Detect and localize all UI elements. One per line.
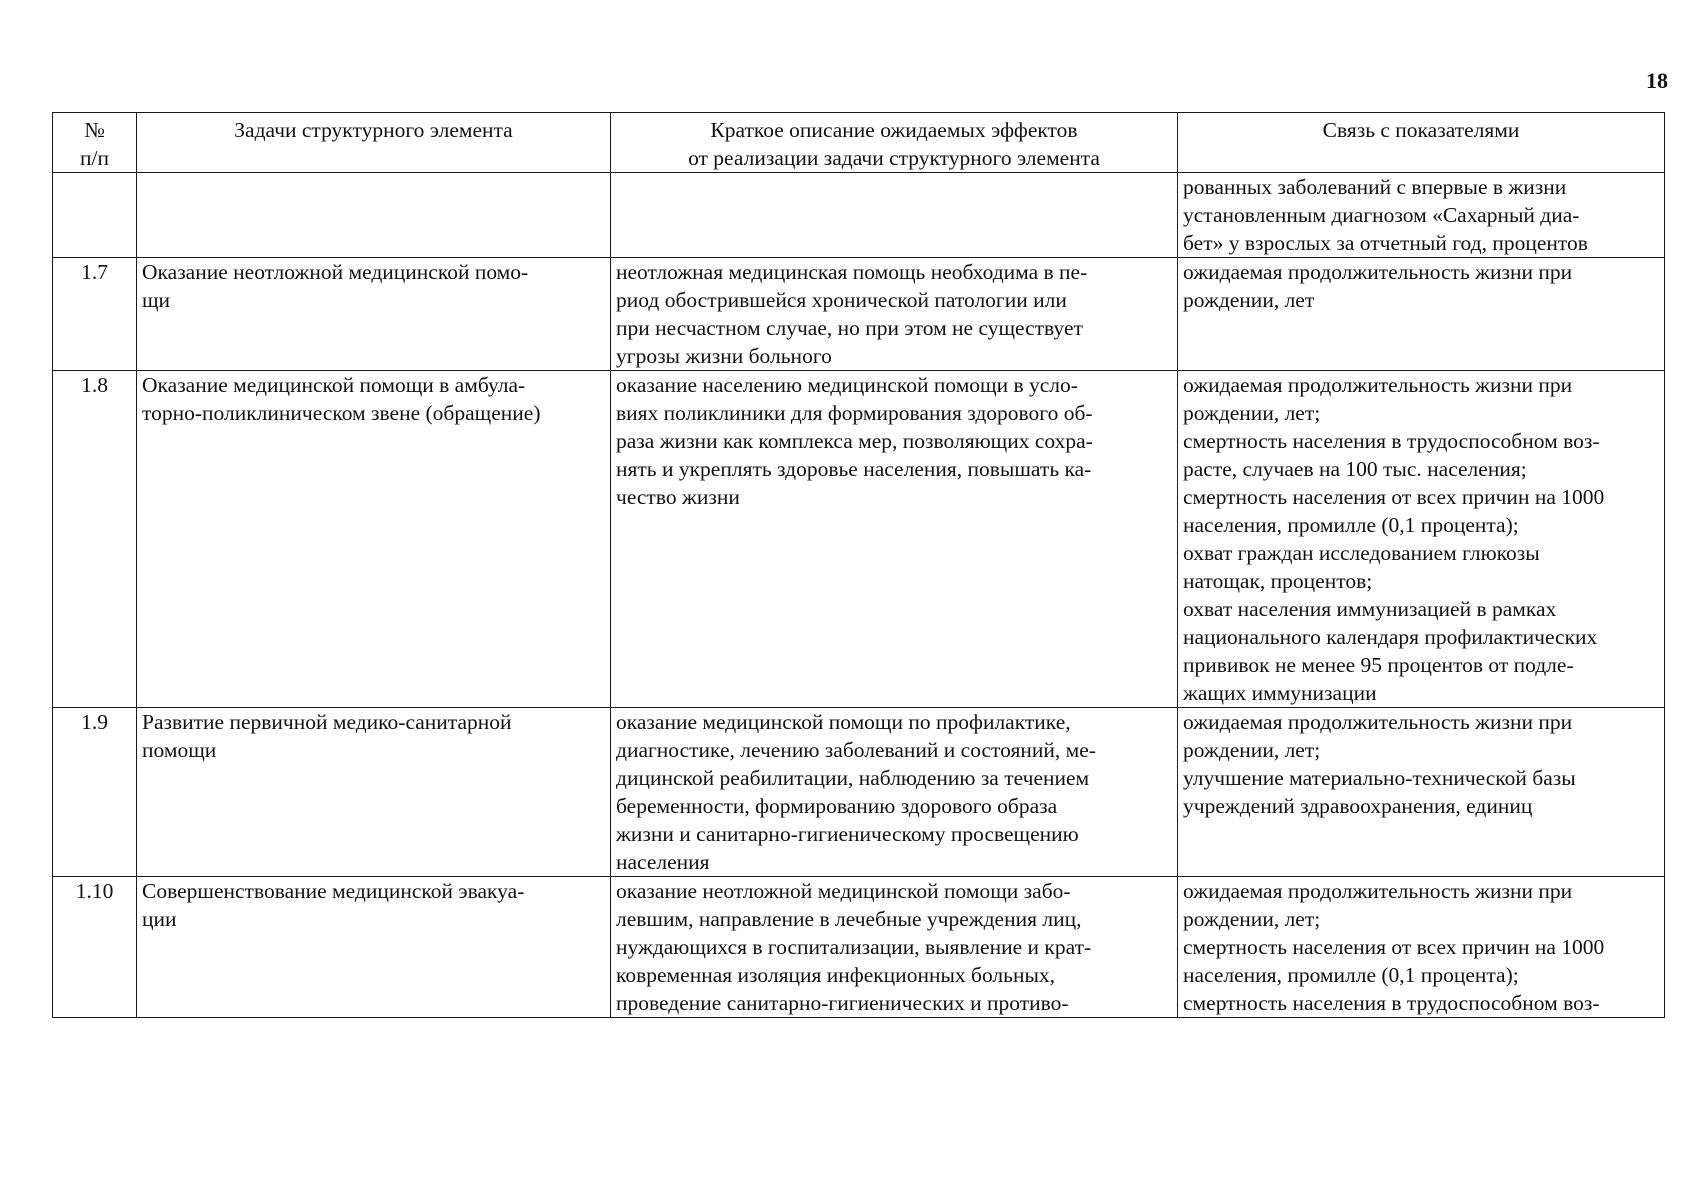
cell-task-line: щи [142,288,171,312]
cell-effects-line: дицинской реабилитации, наблюдению за течением [616,766,1090,790]
cell-effects-line: оказание неотложной медицинской помощи забо- [616,879,1071,903]
cell-num-text: 1.8 [81,373,108,397]
cell-effects [611,877,1178,1018]
cell-indicators-line: натощак, процентов; [1183,569,1373,593]
header-num-line: № [84,118,105,142]
cell-num-text: 1.7 [81,260,108,284]
cell-num-text: 1.10 [75,879,114,903]
cell-num [53,258,137,371]
cell-indicators-line: ожидаемая продолжительность жизни при [1183,373,1573,397]
header-effects-line: Краткое описание ожидаемых эффектов [710,118,1078,142]
cell-effects-line: беременности, формированию здорового образа [616,794,1058,818]
cell-indicators-line: улучшение материально-технической базы [1183,766,1576,790]
cell-indicators-line: расте, случаев на 100 тыс. населения; [1183,457,1527,481]
cell-effects-line: жизни и санитарно-гигиеническому просвещению [616,822,1079,846]
header-row [53,113,1665,173]
cell-indicators-line: охват граждан исследованием глюкозы [1183,541,1540,565]
cell-num [53,371,137,708]
cell-task-line: помощи [142,738,217,762]
table-row [53,173,1665,258]
cell-indicators-line: ожидаемая продолжительность жизни при [1183,710,1573,734]
cell-indicators-line: смертность населения в трудоспособном воз- [1183,991,1600,1015]
cell-effects-line: неотложная медицинская помощь необходима в пе- [616,260,1088,284]
cell-task-line: Развитие первичной медико-санитарной [142,710,512,734]
header-indicators [1178,113,1665,173]
table-row [53,371,1665,708]
cell-effects-line: левшим, направление в лечебные учреждения лиц, [616,907,1082,931]
cell-task [137,258,611,371]
cell-indicators-line: жащих иммунизации [1183,681,1377,705]
tasks-table [52,112,1665,1018]
cell-task [137,877,611,1018]
cell-task [137,708,611,877]
header-task-line: Задачи структурного элемента [234,118,513,142]
header-effects [611,113,1178,173]
cell-indicators-line: прививок не менее 95 процентов от подле- [1183,653,1574,677]
cell-effects-line: угрозы жизни больного [616,344,832,368]
cell-effects-line: оказание населению медицинской помощи в усло- [616,373,1078,397]
cell-effects [611,371,1178,708]
header-indicators-line: Связь с показателями [1322,118,1520,142]
cell-task-line: Совершенствование медицинской эвакуа- [142,879,525,903]
cell-indicators [1178,708,1665,877]
cell-indicators-line: рованных заболеваний с впервые в жизни [1183,175,1567,199]
cell-effects-line: диагностике, лечению заболеваний и состояний, ме- [616,738,1096,762]
table-header [53,113,1665,173]
cell-effects-line: нять и укреплять здоровье населения, повышать ка- [616,457,1092,481]
cell-indicators-line: рождении, лет; [1183,907,1321,931]
cell-indicators-line: ожидаемая продолжительность жизни при [1183,879,1573,903]
cell-indicators-line: бет» у взрослых за отчетный год, процентов [1183,231,1588,255]
cell-effects-line: нуждающихся в госпитализации, выявление и крат- [616,935,1092,959]
cell-effects-line: раза жизни как комплекса мер, позволяющих сохра- [616,429,1093,453]
cell-indicators-line: смертность населения в трудоспособном воз- [1183,429,1600,453]
header-num [53,113,137,173]
cell-effects-line: при несчастном случае, но при этом не существует [616,316,1083,340]
cell-task [137,173,611,258]
header-effects-line: от реализации задачи структурного элемента [688,146,1100,170]
cell-indicators-line: рождении, лет [1183,288,1315,312]
cell-effects-line: населения [616,850,710,874]
cell-num [53,877,137,1018]
cell-effects [611,258,1178,371]
cell-indicators [1178,258,1665,371]
cell-indicators [1178,371,1665,708]
header-num-line: п/п [80,146,109,170]
cell-effects-line: чество жизни [616,485,740,509]
cell-task-line: ции [142,907,177,931]
cell-num [53,173,137,258]
page-number: 18 [1646,68,1668,93]
cell-effects-line: оказание медицинской помощи по профилактике, [616,710,1071,734]
cell-indicators-line: смертность населения от всех причин на 1000 [1183,935,1605,959]
cell-indicators-line: учреждений здравоохранения, единиц [1183,794,1533,818]
cell-indicators-line: населения, промилле (0,1 процента); [1183,963,1519,987]
cell-effects-line: риод обострившейся хронической патологии или [616,288,1067,312]
cell-indicators-line: рождении, лет; [1183,738,1321,762]
cell-indicators-line: населения, промилле (0,1 процента); [1183,513,1519,537]
cell-effects [611,173,1178,258]
cell-num [53,708,137,877]
cell-effects [611,708,1178,877]
cell-indicators-line: национального календаря профилактических [1183,625,1598,649]
cell-indicators-line: рождении, лет; [1183,401,1321,425]
table-body [53,173,1665,1018]
cell-task [137,371,611,708]
header-task [137,113,611,173]
cell-task-line: торно-поликлиническом звене (обращение) [142,401,541,425]
cell-effects-line: ковременная изоляция инфекционных больных, [616,963,1056,987]
cell-indicators-line: установленным диагнозом «Сахарный диа- [1183,203,1580,227]
cell-task-line: Оказание медицинской помощи в амбула- [142,373,526,397]
cell-indicators [1178,877,1665,1018]
table-row [53,877,1665,1018]
cell-effects-line: виях поликлиники для формирования здорового об- [616,401,1093,425]
cell-indicators-line: ожидаемая продолжительность жизни при [1183,260,1573,284]
cell-num-text: 1.9 [81,710,108,734]
cell-indicators-line: охват населения иммунизацией в рамках [1183,597,1557,621]
cell-effects-line: проведение санитарно-гигиенических и противо- [616,991,1069,1015]
cell-indicators [1178,173,1665,258]
table-row [53,708,1665,877]
cell-task-line: Оказание неотложной медицинской помо- [142,260,529,284]
table-row [53,258,1665,371]
cell-indicators-line: смертность населения от всех причин на 1000 [1183,485,1605,509]
